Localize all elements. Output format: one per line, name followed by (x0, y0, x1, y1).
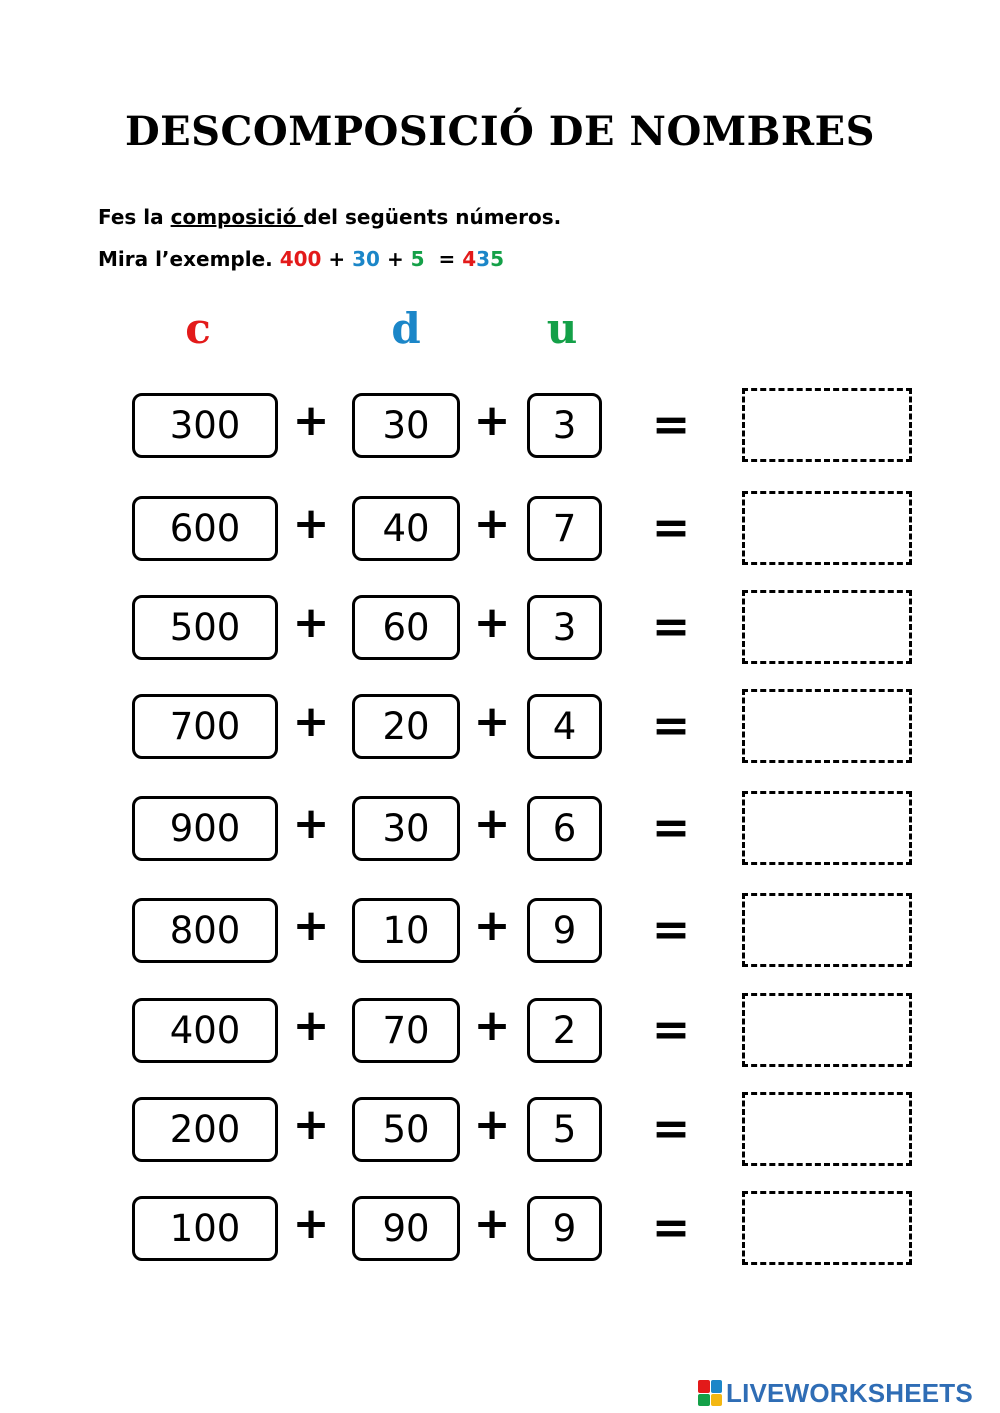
plus-sign: + (473, 696, 511, 747)
hundreds-box: 500 (132, 595, 278, 660)
hundreds-box: 600 (132, 496, 278, 561)
example-plus: + (379, 247, 411, 271)
answer-input-box[interactable] (742, 893, 912, 967)
plus-sign: + (292, 498, 330, 549)
units-box: 9 (527, 898, 602, 963)
example-hundreds: 400 (279, 247, 322, 271)
plus-sign: + (473, 498, 511, 549)
tens-box: 10 (352, 898, 460, 963)
example-result-units: 5 (490, 247, 505, 271)
units-box: 7 (527, 496, 602, 561)
instruction-underlined-word: composició (170, 205, 304, 229)
equals-sign: = (651, 1101, 691, 1155)
plus-sign: + (292, 597, 330, 648)
equals-sign: = (651, 1200, 691, 1254)
plus-sign: + (473, 1099, 511, 1150)
answer-input-box[interactable] (742, 388, 912, 462)
column-header-units: u (546, 304, 578, 353)
exercise-row (0, 1097, 1000, 1165)
plus-sign: + (292, 1099, 330, 1150)
exercise-row (0, 998, 1000, 1066)
exercise-row (0, 393, 1000, 461)
answer-input-box[interactable] (742, 590, 912, 664)
equals-sign: = (651, 397, 691, 451)
equals-sign: = (651, 902, 691, 956)
example-label: Mira l’exemple. (98, 247, 280, 271)
units-box: 3 (527, 595, 602, 660)
plus-sign: + (292, 1000, 330, 1051)
plus-sign: + (292, 696, 330, 747)
plus-sign: + (292, 798, 330, 849)
instruction-text: Fes la (98, 205, 171, 229)
equals-sign: = (651, 698, 691, 752)
answer-input-box[interactable] (742, 791, 912, 865)
tens-box: 60 (352, 595, 460, 660)
plus-sign: + (292, 395, 330, 446)
page-title: DESCOMPOSICIÓ DE NOMBRES (124, 108, 876, 155)
hundreds-box: 400 (132, 998, 278, 1063)
hundreds-box: 700 (132, 694, 278, 759)
tens-box: 40 (352, 496, 460, 561)
equals-sign: = (651, 500, 691, 554)
plus-sign: + (473, 798, 511, 849)
liveworksheets-logo-icon (698, 1380, 722, 1406)
answer-input-box[interactable] (742, 993, 912, 1067)
plus-sign: + (292, 900, 330, 951)
example-equals: = (424, 247, 463, 271)
units-box: 2 (527, 998, 602, 1063)
units-box: 4 (527, 694, 602, 759)
answer-input-box[interactable] (742, 1191, 912, 1265)
tens-box: 50 (352, 1097, 460, 1162)
units-box: 6 (527, 796, 602, 861)
tens-box: 70 (352, 998, 460, 1063)
instruction-line-1 (98, 205, 561, 229)
column-header-hundreds: c (185, 304, 211, 353)
exercise-row (0, 1196, 1000, 1264)
answer-input-box[interactable] (742, 491, 912, 565)
answer-input-box[interactable] (742, 1092, 912, 1166)
instruction-line-2 (98, 247, 504, 271)
exercise-row (0, 496, 1000, 564)
answer-input-box[interactable] (742, 689, 912, 763)
liveworksheets-logo (698, 1377, 973, 1409)
plus-sign: + (473, 1198, 511, 1249)
hundreds-box: 800 (132, 898, 278, 963)
plus-sign: + (473, 597, 511, 648)
units-box: 5 (527, 1097, 602, 1162)
example-tens: 30 (352, 247, 380, 271)
hundreds-box: 100 (132, 1196, 278, 1261)
hundreds-box: 300 (132, 393, 278, 458)
exercise-row (0, 694, 1000, 762)
tens-box: 90 (352, 1196, 460, 1261)
example-result-hundreds: 4 (462, 247, 477, 271)
equals-sign: = (651, 1002, 691, 1056)
tens-box: 30 (352, 393, 460, 458)
example-plus: + (321, 247, 353, 271)
example-result-tens: 3 (476, 247, 491, 271)
exercise-row (0, 796, 1000, 864)
instruction-text: del següents números. (303, 205, 562, 229)
tens-box: 30 (352, 796, 460, 861)
column-header-tens: d (391, 304, 421, 353)
exercise-row (0, 595, 1000, 663)
exercise-row (0, 898, 1000, 966)
units-box: 3 (527, 393, 602, 458)
hundreds-box: 900 (132, 796, 278, 861)
plus-sign: + (473, 900, 511, 951)
equals-sign: = (651, 599, 691, 653)
tens-box: 20 (352, 694, 460, 759)
equals-sign: = (651, 800, 691, 854)
plus-sign: + (292, 1198, 330, 1249)
example-units: 5 (410, 247, 425, 271)
plus-sign: + (473, 395, 511, 446)
plus-sign: + (473, 1000, 511, 1051)
hundreds-box: 200 (132, 1097, 278, 1162)
logo-text: LIVEWORKSHEETS (726, 1377, 973, 1408)
units-box: 9 (527, 1196, 602, 1261)
